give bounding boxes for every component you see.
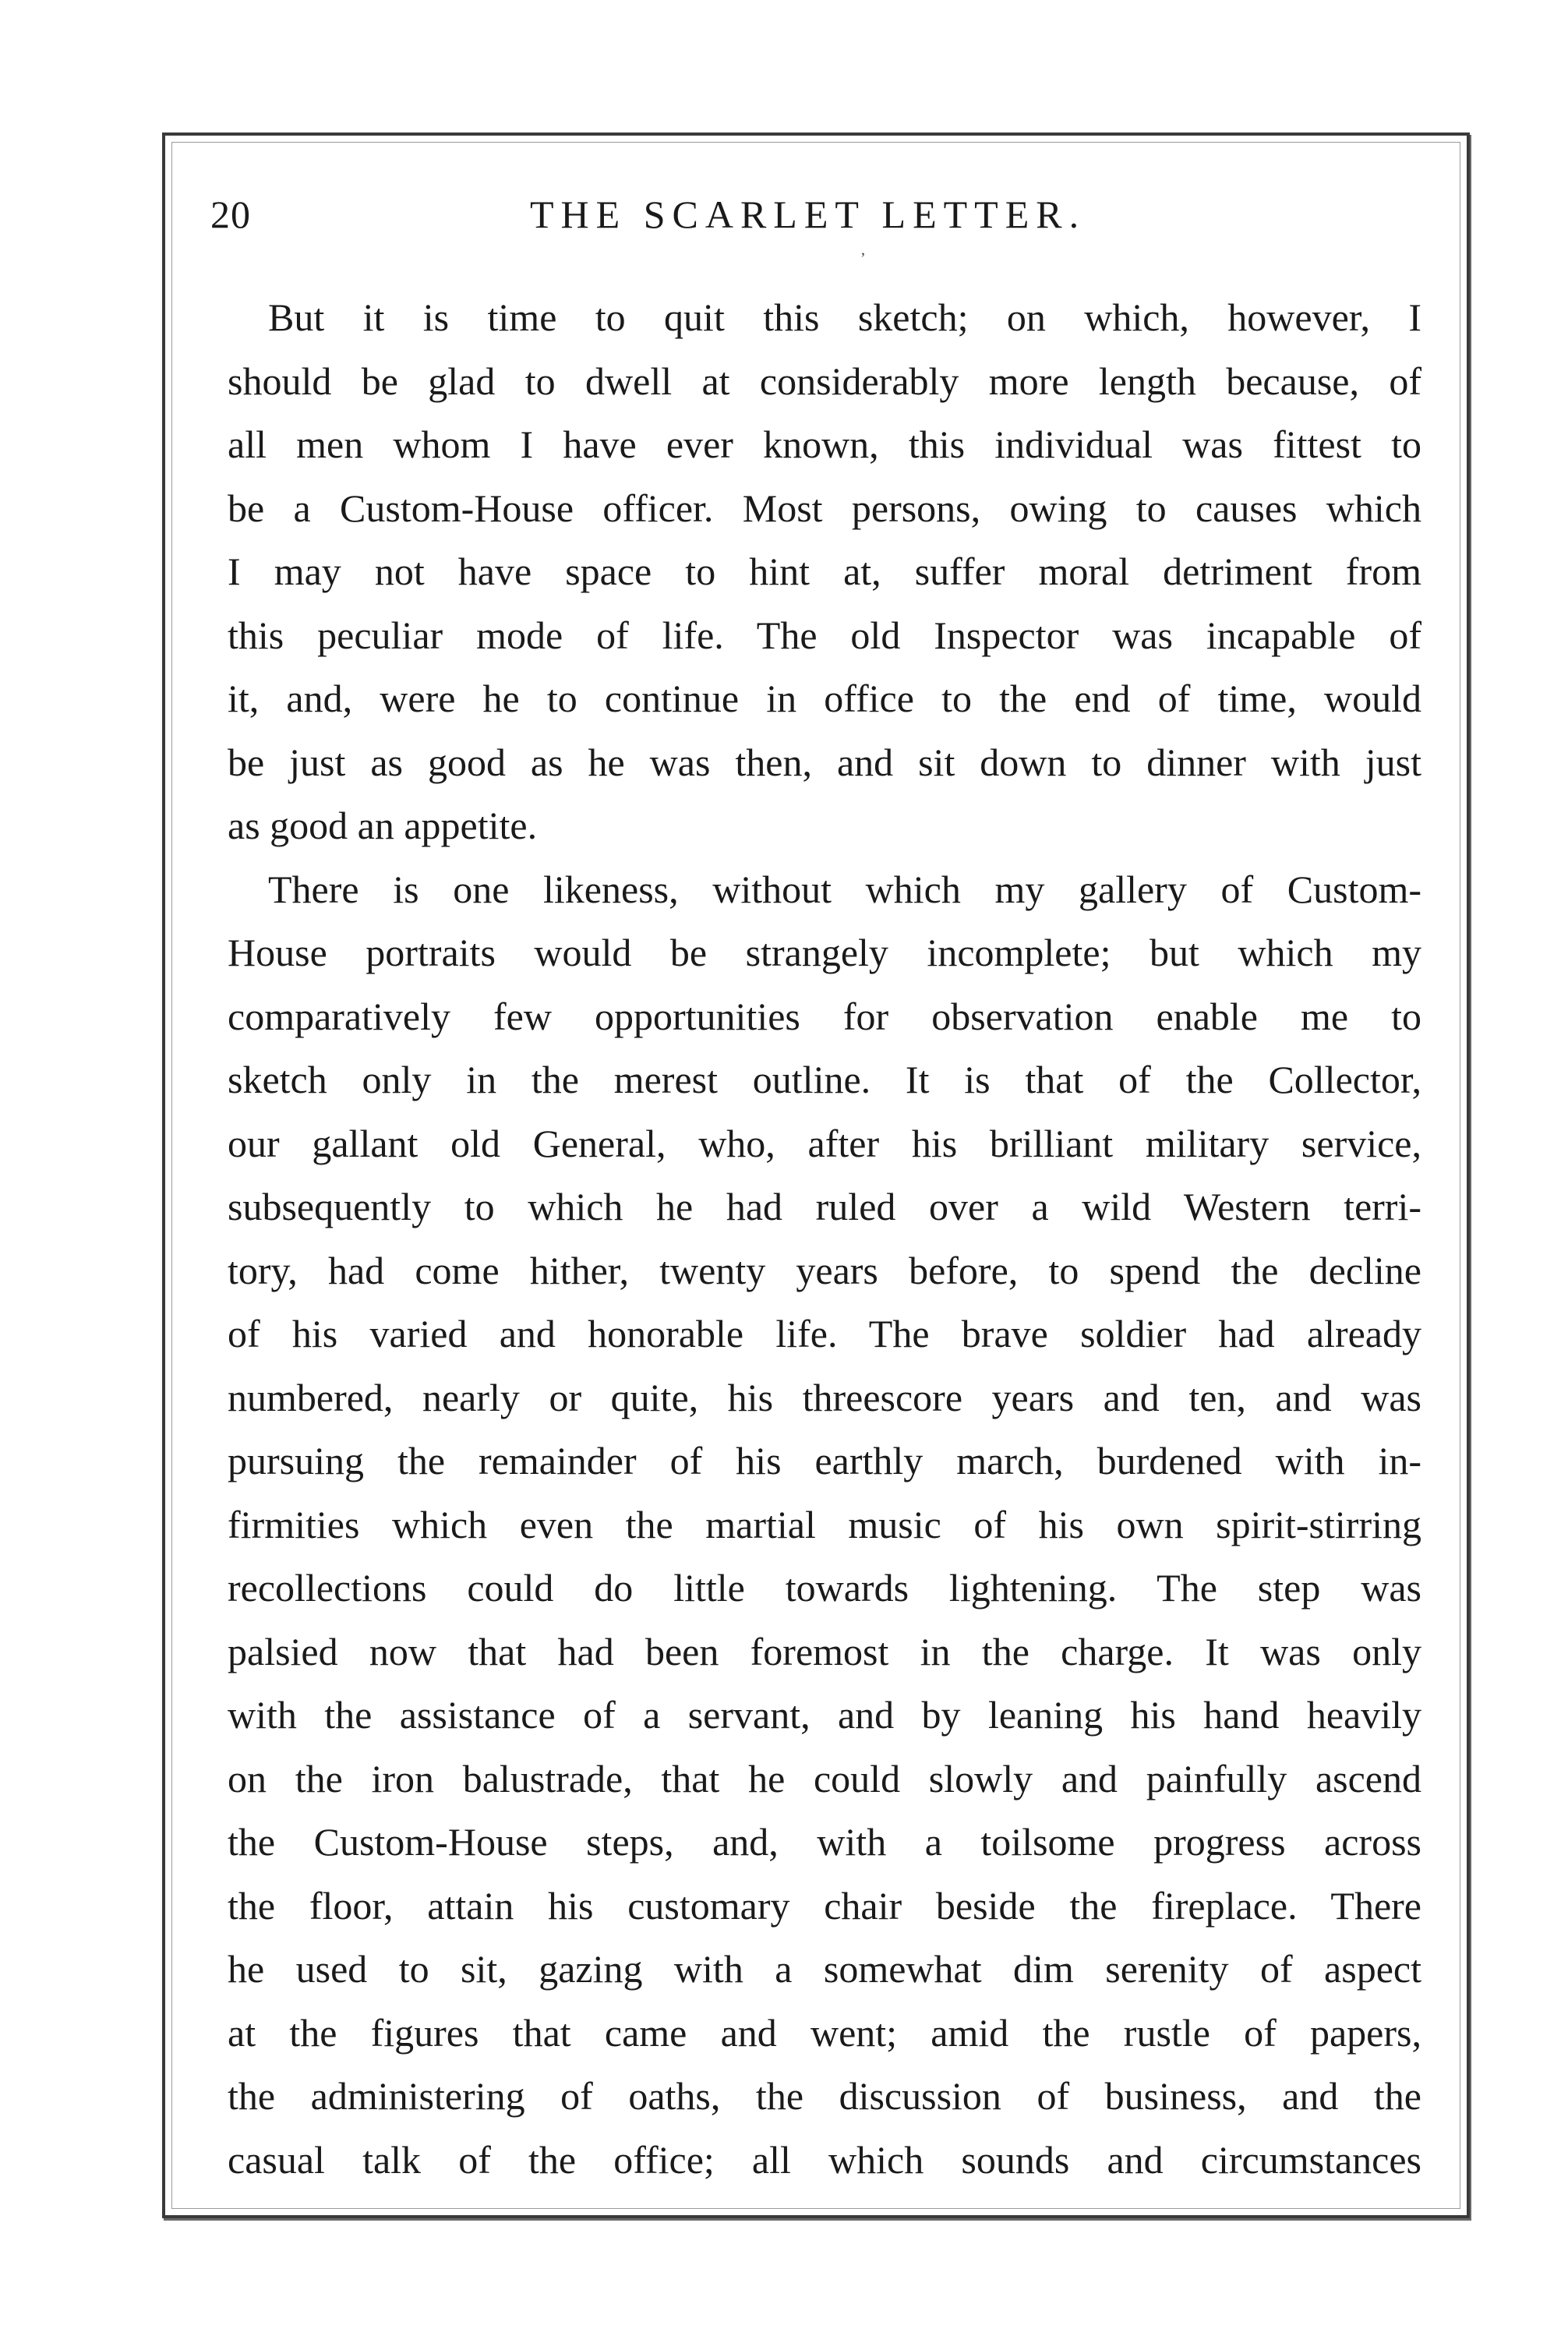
text-line: the Custom-House steps, and, with a toilsome progress across bbox=[228, 1820, 1421, 1864]
text-line: comparatively few opportunities for observation enable me to bbox=[228, 994, 1421, 1038]
running-title: THE SCARLET LETTER. bbox=[530, 193, 1086, 236]
text-line: sketch only in the merest outline. It is that of the Collector, bbox=[228, 1058, 1421, 1101]
text-line: it, and, were he to continue in office to the end of time, would bbox=[228, 677, 1421, 720]
text-line: I may not have space to hint at, suffer moral detriment from bbox=[228, 550, 1421, 593]
text-line: be just as good as he was then, and sit down to dinner with just bbox=[228, 740, 1421, 784]
text-line: palsied now that had been foremost in the charge. It was only bbox=[228, 1629, 1421, 1673]
text-line: at the figures that came and went; amid the rustle of papers, bbox=[228, 2010, 1421, 2055]
text-line: tory, had come hither, twenty years before, to spend the decline bbox=[228, 1248, 1421, 1292]
text-line: the administering of oaths, the discussion of business, and the bbox=[228, 2074, 1421, 2118]
text-line: all men whom I have ever known, this individual was fittest to bbox=[228, 422, 1421, 466]
text-line: on the iron balustrade, that he could slowly and painfully ascend bbox=[228, 1756, 1421, 1800]
text-line: But it is time to quit this sketch; on which, however, I bbox=[268, 295, 1421, 339]
text-line: should be glad to dwell at considerably more length because, of bbox=[228, 359, 1421, 403]
text-line: with the assistance of a servant, and by leaning his hand heavily bbox=[228, 1693, 1421, 1737]
text-line: as good an appetite. bbox=[228, 804, 538, 847]
running-head bbox=[210, 187, 1411, 249]
stray-mark: ʼ bbox=[860, 250, 866, 267]
text-line: casual talk of the office; all which sounds and circumstances bbox=[228, 2137, 1421, 2182]
text-line: There is one likeness, without which my gallery of Custom- bbox=[268, 867, 1421, 911]
page-number: 20 bbox=[210, 193, 251, 236]
text-line: subsequently to which he had ruled over a wild Western terri- bbox=[228, 1185, 1421, 1228]
text-line: the floor, attain his customary chair beside the fireplace. There bbox=[228, 1883, 1421, 1928]
text-line: our gallant old General, who, after his brilliant military service, bbox=[228, 1121, 1421, 1165]
text-line: House portraits would be strangely incomplete; but which my bbox=[228, 931, 1421, 974]
text-line: he used to sit, gazing with a somewhat dim serenity of aspect bbox=[228, 1947, 1421, 1991]
text-line: recollections could do little towards lightening. The step was bbox=[228, 1566, 1421, 1610]
body-text bbox=[228, 286, 1421, 2192]
text-line: be a Custom-House officer. Most persons, owing to causes which bbox=[228, 486, 1421, 530]
text-line: this peculiar mode of life. The old Inspector was incapable of bbox=[228, 613, 1421, 657]
text-line: firmities which even the martial music of his own spirit-stirring bbox=[228, 1502, 1421, 1546]
text-line: of his varied and honorable life. The brave soldier had already bbox=[228, 1312, 1421, 1355]
text-line: pursuing the remainder of his earthly march, burdened with in- bbox=[228, 1439, 1421, 1482]
paragraph-2 bbox=[228, 858, 1421, 2193]
paragraph-1 bbox=[228, 286, 1421, 858]
text-line: numbered, nearly or quite, his threescore years and ten, and was bbox=[228, 1375, 1421, 1419]
